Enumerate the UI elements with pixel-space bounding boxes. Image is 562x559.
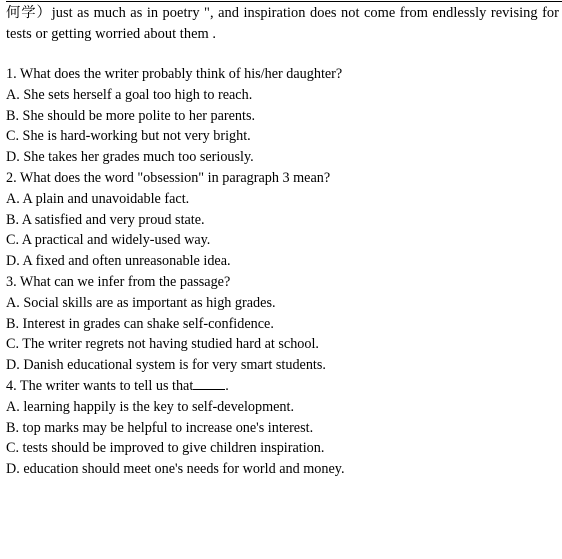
question-2-option-b: B. A satisfied and very proud state. bbox=[6, 211, 205, 228]
question-1-option-b: B. She should be more polite to her parents. bbox=[6, 107, 256, 124]
question-4-option-c: C. tests should be improved to give children inspiration. bbox=[6, 440, 325, 457]
question-3-option-a: A. Social skills are as important as high grades. bbox=[6, 294, 276, 311]
question-1-option-c: C. She is hard-working but not very bright. bbox=[6, 128, 251, 145]
question-3-stem: 3. What can we infer from the passage? bbox=[6, 273, 231, 290]
question-1-option-a: A. She sets herself a goal too high to reach. bbox=[6, 86, 253, 103]
question-3-option-b: B. Interest in grades can shake self-confidence. bbox=[6, 315, 274, 332]
question-4-stem bbox=[6, 376, 559, 397]
question-4-option-a: A. learning happily is the key to self-development. bbox=[6, 398, 295, 415]
question-4-stem-text: 4. The writer wants to tell us that bbox=[6, 377, 194, 394]
question-2-option-d: D. A fixed and often unreasonable idea. bbox=[6, 253, 231, 270]
question-list bbox=[6, 64, 559, 480]
question-4-option-d: D. education should meet one's needs for world and money. bbox=[6, 461, 345, 478]
question-2-stem: 2. What does the word "obsession" in paragraph 3 mean? bbox=[6, 169, 331, 186]
question-2-option-a: A. A plain and unavoidable fact. bbox=[6, 190, 190, 207]
question-1-stem: 1. What does the writer probably think of his/her daughter? bbox=[6, 66, 343, 82]
question-1-option-d: D. She takes her grades much too seriously. bbox=[6, 149, 254, 166]
question-3-option-c: C. The writer regrets not having studied hard at school. bbox=[6, 336, 319, 353]
passage-ending: 何学）just as much as in poetry ", and inspiration does not come from endlessly revising for tests or getting worried about them . bbox=[6, 5, 559, 42]
question-1 bbox=[6, 64, 559, 168]
question-4 bbox=[6, 376, 559, 480]
question-2-option-c: C. A practical and widely-used way. bbox=[6, 232, 211, 249]
answer-blank bbox=[193, 376, 225, 390]
question-3 bbox=[6, 272, 559, 376]
question-3-option-d: D. Danish educational system is for very smart students. bbox=[6, 357, 326, 374]
top-rule bbox=[6, 1, 562, 2]
question-4-option-b: B. top marks may be helpful to increase one's interest. bbox=[6, 419, 314, 436]
question-2 bbox=[6, 168, 559, 272]
question-4-stem-period: . bbox=[225, 377, 229, 394]
